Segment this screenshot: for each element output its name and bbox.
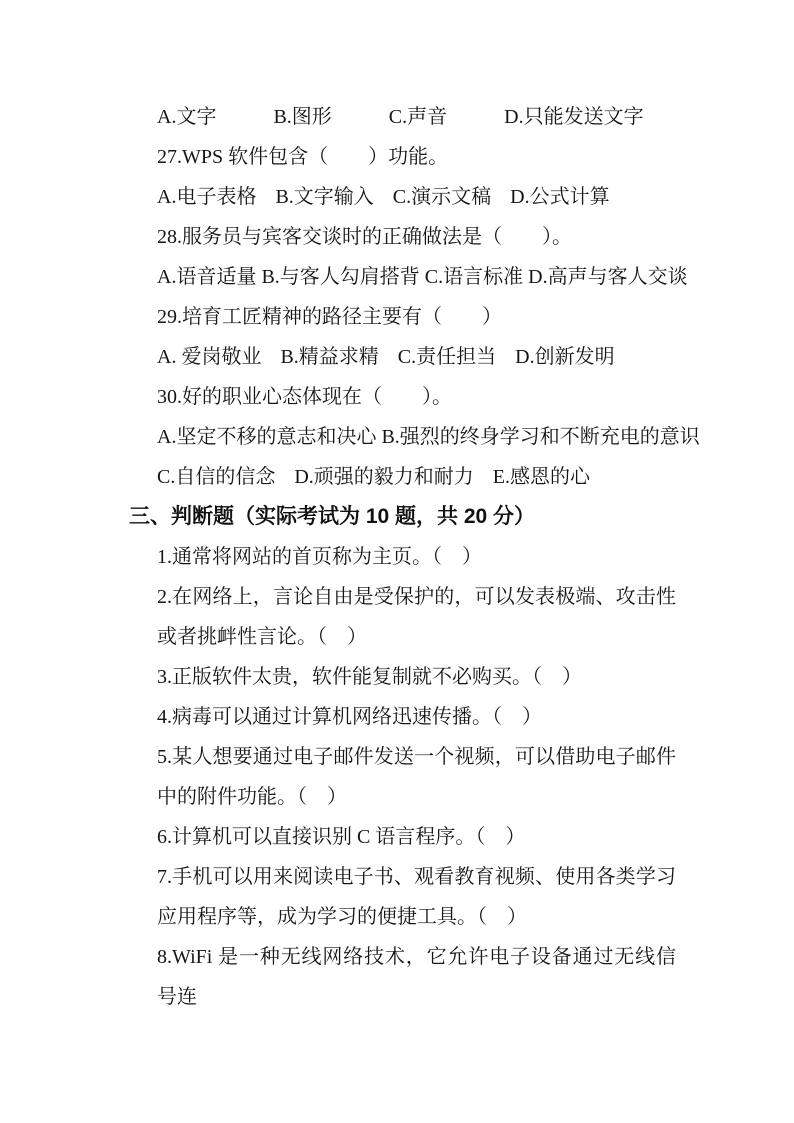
option-29-c: C.责任担当	[397, 346, 497, 368]
question-30-options-row-1	[157, 417, 700, 457]
question-26-options-row	[157, 97, 676, 137]
judgment-item-4: 4.病毒可以通过计算机网络迅速传播。（ ）	[157, 706, 542, 728]
option-28-b: B.与客人勾肩搭背	[261, 266, 420, 288]
judgment-item-2: 2.在网络上，言论自由是受保护的，可以发表极端、攻击性或者挑衅性言论。（ ）	[157, 586, 676, 648]
question-30-options-row-2	[157, 457, 676, 497]
question-28-options-row	[157, 257, 688, 297]
judgment-item-1: 1.通常将网站的首页称为主页。（ ）	[157, 546, 482, 568]
option-28-c: C.语言标准	[424, 266, 524, 288]
option-28-a: A.语音适量	[157, 266, 257, 288]
judgment-item-8-truncated: 8.WiFi 是一种无线网络技术，它允许电子设备通过无线信号连	[157, 946, 676, 1008]
question-29-stem: 29.培育工匠精神的路径主要有（ ）	[157, 306, 502, 328]
option-26-a: A.文字	[157, 106, 217, 128]
option-30-a: A.坚定不移的意志和决心	[157, 426, 377, 448]
question-30-stem: 30.好的职业心态体现在（ ）。	[157, 386, 452, 408]
option-26-c: C.声音	[388, 106, 448, 128]
option-29-b: B.精益求精	[280, 346, 379, 368]
option-26-d: D.只能发送文字	[504, 106, 644, 128]
option-28-d: D.高声与客人交谈	[528, 266, 688, 288]
option-26-b: B.图形	[273, 106, 332, 128]
question-28-stem: 28.服务员与宾客交谈时的正确做法是（ ）。	[157, 226, 572, 248]
section-heading-judgment-questions: 三、判断题（实际考试为 10 题，共 20 分）	[129, 505, 536, 528]
option-27-a: A.电子表格	[157, 186, 257, 208]
option-29-d: D.创新发明	[515, 346, 615, 368]
judgment-item-6: 6.计算机可以直接识别 C 语言程序。（ ）	[157, 826, 526, 848]
question-27-options-row	[157, 177, 676, 217]
judgment-item-7: 7.手机可以用来阅读电子书、观看教育视频、使用各类学习应用程序等，成为学习的便捷工具。（ ）	[157, 866, 676, 928]
option-30-d: D.顽强的毅力和耐力	[294, 466, 474, 488]
option-27-b: B.文字输入	[275, 186, 374, 208]
option-27-d: D.公式计算	[510, 186, 610, 208]
question-27-stem: 27.WPS 软件包含（ ）功能。	[157, 146, 449, 168]
judgment-item-3: 3.正版软件太贵，软件能复制就不必购买。（ ）	[157, 666, 582, 688]
option-27-c: C.演示文稿	[392, 186, 492, 208]
option-30-c: C.自信的信念	[157, 466, 276, 488]
judgment-item-5: 5.某人想要通过电子邮件发送一个视频，可以借助电子邮件中的附件功能。（ ）	[157, 746, 676, 808]
question-29-options-row	[157, 337, 676, 377]
option-30-e: E.感恩的心	[492, 466, 591, 488]
option-29-a: A. 爱岗敬业	[157, 346, 262, 368]
option-30-b: B.强烈的终身学习和不断充电的意识	[381, 426, 700, 448]
